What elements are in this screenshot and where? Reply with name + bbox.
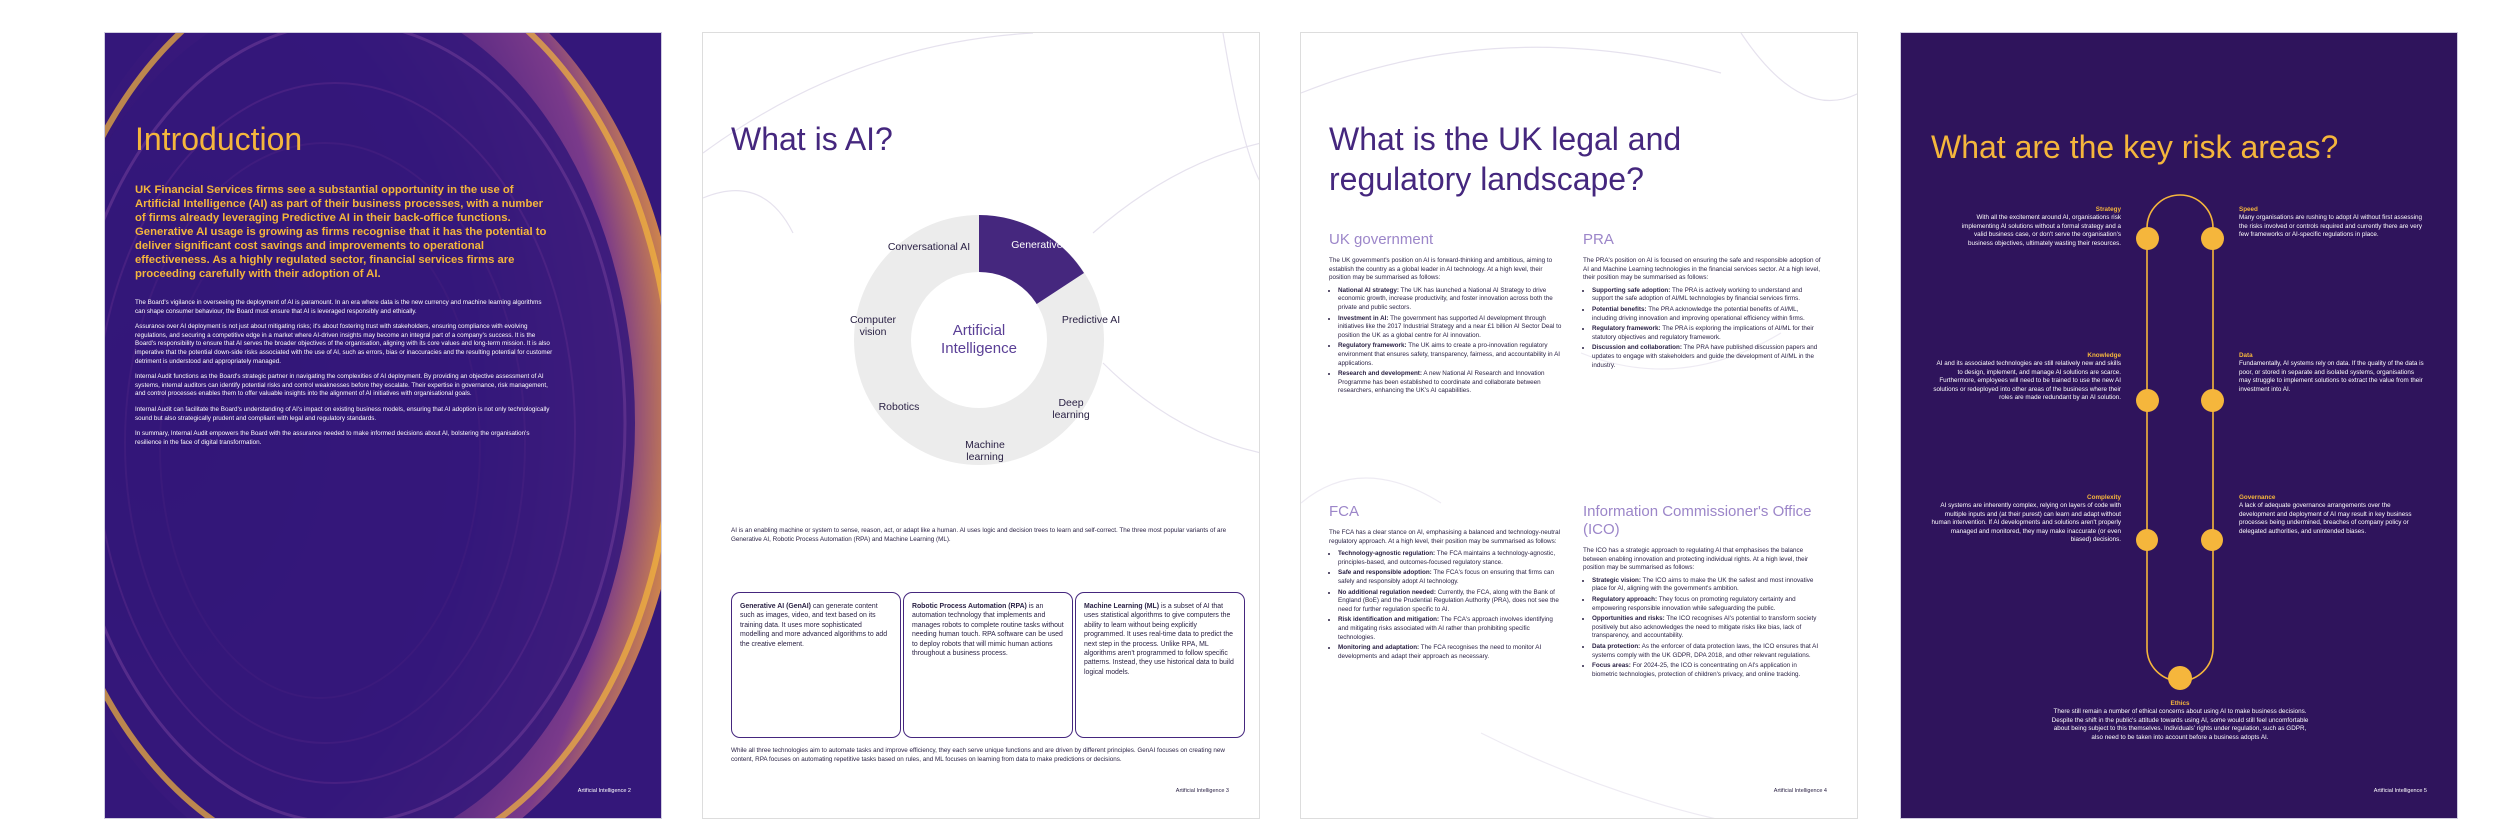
risk-text: AI systems are inherently complex, relying on layers of code with multiple inputs and (at their purest) can learn and adapt without human intervention. If AI developments and solutions aren't properly managed and monitored, they may make inaccurate (or even biased) decisions. [1931, 502, 2121, 544]
bullet-text: The PRA have published discussion papers and updates to engage with stakeholders and guide the development of AI/ML in the industry. [1592, 344, 1818, 369]
body-text [135, 299, 553, 454]
section-heading: PRA [1583, 231, 1614, 248]
page-title: Introduction [135, 121, 303, 157]
risk-label: Knowledge [2087, 352, 2121, 359]
risk-text: AI and its associated technologies are still relatively new and skills to design, implement, and manage AI solutions are scarce. Furthermore, employees will need to be trained to use the new AI solutions or redeployed into other areas of the business where their roles are made redundant by an AI solution. [1933, 360, 2121, 402]
list-item [1338, 342, 1565, 368]
bullet-term: Technology-agnostic regulation: [1338, 550, 1436, 558]
bullet-term: Research and development: [1338, 370, 1422, 378]
risk-text: Fundamentally, AI systems rely on data. If the quality of the data is poor, or stored in separate and isolated systems, organisations may struggle to implement solutions to extract the value from their investment into AI. [2239, 360, 2424, 393]
list-item [1338, 370, 1565, 396]
bullet-text: The UK aims to create a pro-innovation regulatory environment that ensures safety, transparency, fairness, and accountability in AI applications. [1338, 342, 1561, 367]
box-term: Generative AI (GenAI) [740, 603, 811, 610]
wheel-segment-conversational-ai: Conversational AI [887, 241, 971, 253]
list-item [1592, 344, 1823, 370]
bullet-text: The ICO recognises AI's potential to transform society positively but also acknowledges the need to mitigate risks like bias, lack of transparency, and accountability. [1592, 615, 1817, 640]
bullet-text: The ICO aims to make the UK the safest and most innovative place for AI, aligning with the government's ambition. [1592, 576, 1814, 593]
bullet-term: Potential benefits: [1592, 305, 1647, 313]
list-item [1592, 615, 1823, 641]
section-fca [1329, 503, 1565, 663]
box-text: can generate content such as images, video, and text based on its training data. It uses more sophisticated modelling and more advanced algorithms to add the creative element. [740, 603, 888, 648]
wheel-segment-computer-vision: Computer vision [849, 314, 897, 338]
paragraph: In summary, Internal Audit empowers the Board with the assurance needed to make informed decisions about AI, bolstering the organisation's resilience in the face of digital transformation. [135, 430, 530, 446]
bullet-text: The FCA maintains a technology-agnostic, principles-based, and outcomes-focused regulatory stance. [1338, 550, 1556, 566]
wheel-segment-robotics: Robotics [878, 401, 920, 413]
risk-text: Many organisations are rushing to adopt AI without first assessing the risks involved or controls required and currently there are very few frameworks or AI-specific regulations in place. [2239, 214, 2423, 239]
bullet-term: Investment in AI: [1338, 314, 1389, 322]
list-item [1592, 287, 1823, 304]
page-what-is-ai [702, 32, 1260, 819]
bullet-term: No additional regulation needed: [1338, 588, 1436, 596]
bullet-term: Safe and responsible adoption: [1338, 569, 1432, 577]
paragraph: Assurance over AI deployment is not just about mitigating risks; it's about fostering trust with stakeholders, ensuring compliance with evolving regulations, and securing a competitive edge in a market where AI-driven insights may become an integral part of a company's success. It is the Board's responsibility to ensure that AI serves the broader objectives of the organisation, aligning with its core values and long-term mission. It is also imperative that the potential down-side risks associated with the use of AI, such as errors, bias or inaccuracies and the resulting potential for customer detriment is understood and appropriately managed. [135, 323, 553, 365]
section-pra [1583, 231, 1823, 372]
list-item [1338, 644, 1565, 661]
risk-strategy [1951, 205, 2121, 248]
bullet-term: Opportunities and risks: [1592, 615, 1665, 623]
section-heading: Information Commissioner's Office (ICO) [1583, 503, 1812, 538]
list-item [1592, 325, 1823, 342]
wheel-center-text: Artificial Intelligence [941, 322, 1017, 357]
definition-box-ml [1075, 592, 1245, 738]
section-heading: UK government [1329, 231, 1434, 248]
bullet-text: The PRA is actively working to understand and support the safe adoption of AI/ML technologies by financial services firms. [1592, 286, 1803, 303]
list-item [1338, 315, 1565, 341]
bullet-term: Regulatory approach: [1592, 595, 1658, 603]
timeline-dot [2136, 389, 2159, 412]
page-introduction [104, 32, 662, 819]
definition-box-genai [731, 592, 901, 738]
risk-label: Data [2239, 352, 2253, 359]
risk-ethics [2051, 699, 2309, 742]
wheel-segment-deep-learning: Deep learning [1052, 397, 1090, 421]
bullet-text: For 2024-25, the ICO is concentrating on AI's application in biometric technologies, protection of children's privacy, and online tracking. [1592, 662, 1801, 678]
bullet-text: The UK has launched a National AI Strategy to drive economic growth, increase productivity, and foster innovation across both the private and public sectors. [1338, 286, 1553, 311]
bullet-text: Currently, the FCA, along with the Bank of England (BoE) and the Prudential Regulation Authority (PRA), does not see the need for further regulation specific to AI. [1338, 588, 1559, 613]
paragraph: Internal Audit can facilitate the Board's understanding of AI's impact on existing business models, ensuring that AI adoption is not only technologically sound but also strategically prudent and compliant with legal and regulatory standards. [135, 405, 550, 422]
definition-box-rpa [903, 592, 1073, 738]
risk-label: Strategy [2095, 206, 2121, 213]
bullet-text: The PRA is exploring the implications of AI/ML for their statutory objectives and regulatory framework. [1592, 325, 1814, 341]
intro-paragraph: AI is an enabling machine or system to sense, reason, act, or adapt like a human. AI uses logic and decision trees to learn and self-correct. The three most popular variants of are Generative AI, Robotic Process Automation (RPA) and Machine Learning (ML). [731, 527, 1227, 543]
list-item [1338, 589, 1565, 615]
page-footer: Artificial Intelligence 2 [577, 788, 631, 794]
paragraph: Internal Audit functions as the Board's strategic partner in navigating the complexities of AI deployment. By providing an objective assessment of AI systems, internal auditors can identify potential risks and control weaknesses before they escalate. Their expertise in governance, risk management, and control processes enables them to offer valuable insights into the alignment of AI initiatives with organisational goals. [135, 373, 548, 398]
list-item [1338, 550, 1565, 567]
bullet-text: The government has supported AI development through initiatives like the 2017 Industrial Strategy and a near £1 billion AI Sector Deal to position the UK as a global centre for AI innovation. [1338, 314, 1562, 339]
bullet-term: Risk identification and mitigation: [1338, 616, 1440, 624]
bullet-text: The FCA's focus on ensuring that firms can safely and responsibly adopt AI technology. [1338, 569, 1554, 585]
risk-governance [2239, 493, 2427, 536]
risk-data [2239, 351, 2427, 394]
wheel-segment-machine-learning: Machine learning [965, 439, 1005, 463]
box-term: Machine Learning (ML) [1084, 603, 1160, 610]
section-intro: The ICO has a strategic approach to regulating AI that emphasises the balance between enabling innovation and protecting individual rights. At a high level, their position may be summarised as follows: [1583, 547, 1809, 572]
page-footer: Artificial Intelligence 3 [1175, 788, 1229, 794]
risk-text: There still remain a number of ethical concerns about using AI to make business decisions. Despite the shift in the public's attitude towards using AI, some would still feel uncomfortable about being subject to this themselves. Individuals' rights under regulation, such as GDPR, also need to be taken into account before a business adopts AI. [2051, 708, 2309, 741]
list-item [1338, 616, 1565, 642]
section-intro: The FCA has a clear stance on AI, emphasising a balanced and technology-neutral regulatory approach. At a high level, their position may be summarised as follows: [1329, 529, 1561, 545]
list-item [1338, 569, 1565, 586]
box-text: is a subset of AI that uses statistical algorithms to give computers the ability to learn without being explicitly programmed. It uses real-time data to predict the next step in the process. Unlike RPA, ML algorithms aren't programmed to follow specific patterns. Instead, they use historical data to build logical models. [1084, 603, 1234, 676]
bullet-text: A new National AI Research and Innovation Programme has been established to coordinate and collaborate between researchers, enhancing the UK's AI capabilities. [1338, 370, 1545, 395]
timeline-dot [2136, 529, 2158, 551]
risk-label: Governance [2239, 494, 2276, 501]
bullet-term: Supporting safe adoption: [1592, 286, 1671, 294]
timeline-dot [2136, 227, 2159, 250]
section-ico [1583, 503, 1823, 681]
page-footer: Artificial Intelligence 4 [1773, 788, 1827, 794]
list-item [1592, 662, 1823, 679]
risk-text: A lack of adequate governance arrangements over the development and deployment of AI may result in key business processes being undermined, breaches of company policy or delegated authorities, and unintended biases. [2239, 502, 2412, 535]
wheel-center-label [941, 322, 1017, 358]
bullet-text: The FCA recognises the need to monitor AI developments and adapt their approach as necessary. [1338, 644, 1542, 660]
timeline-dot [2201, 529, 2223, 551]
box-term: Robotic Process Automation (RPA) [912, 603, 1027, 610]
bullet-text: They focus on promoting regulatory certainty and empowering responsible innovation while safeguarding the public. [1592, 595, 1796, 612]
timeline-dot [2168, 666, 2192, 690]
bullet-term: Discussion and collaboration: [1592, 344, 1682, 352]
box-text: is an automation technology that implements and manages robots to complete routine tasks without needing human touch. RPA software can be used to deploy robots that will mimic human actions throughout a business process. [912, 603, 1064, 658]
list-item [1592, 643, 1823, 660]
timeline-dot [2201, 227, 2224, 250]
bullet-term: National AI strategy: [1338, 286, 1399, 294]
lead-paragraph: UK Financial Services firms see a substantial opportunity in the use of Artificial Intelligence (AI) as part of their business processes, with a number of firms already leveraging Predictive AI in their back-office functions. Generative AI usage is growing as firms recognise that it has the potential to deliver significant cost savings and improvements to operational effectiveness. As a highly regulated sector, financial services firms are proceeding carefully with their adoption of AI. [135, 184, 547, 280]
page-title: What is the UK legal and regulatory landscape? [1329, 121, 1682, 197]
list-item [1592, 306, 1823, 323]
wheel-segment-generative-ai: Generative AI [1011, 239, 1075, 251]
timeline-dot [2201, 389, 2224, 412]
risk-speed [2239, 205, 2427, 240]
risk-text: With all the excitement around AI, organisations risk implementing AI solutions without a formal strategy and a valid business case, or don't serve the organisation's business objectives, ultimately wasting their resources. [1961, 214, 2121, 247]
section-intro: The PRA's position on AI is focused on ensuring the safe and responsible adoption of AI and Machine Learning technologies in the financial services sector. At a high level, their position may be summarised as follows: [1583, 257, 1821, 282]
page-key-risk-areas [1900, 32, 2458, 819]
risk-label: Ethics [2170, 700, 2190, 707]
list-item [1592, 577, 1823, 594]
list-item [1592, 596, 1823, 613]
page-footer: Artificial Intelligence 5 [2373, 788, 2427, 794]
section-intro: The UK government's position on AI is forward-thinking and ambitious, aiming to establish the country as a global leader in AI technology. At a high level, their position may be summarised as follows: [1329, 257, 1553, 282]
bullet-term: Monitoring and adaptation: [1338, 644, 1420, 652]
paragraph: The Board's vigilance in overseeing the deployment of AI is paramount. In an era where data is the new currency and machine learning algorithms can shape consumer behaviour, the Board must ensure that AI is leveraged responsibly and ethically. [135, 299, 542, 315]
page-title: What are the key risk areas? [1931, 129, 2339, 165]
bullet-term: Strategic vision: [1592, 576, 1641, 584]
risk-label: Speed [2239, 206, 2258, 213]
bullet-term: Data protection: [1592, 642, 1641, 650]
wheel-segment-predictive-ai: Predictive AI [1061, 314, 1121, 326]
closing-paragraph: While all three technologies aim to automate tasks and improve efficiency, they each serve unique functions and are driven by different principles. GenAI focuses on creating new content, RPA focuses on automating repetitive tasks based on rules, and ML focuses on learning from data to make predictions or decisions. [731, 747, 1225, 763]
section-uk-government [1329, 231, 1565, 398]
page-title: What is AI? [731, 121, 893, 157]
bullet-text: As the enforcer of data protection laws, the ICO ensures that AI systems comply with the UK GDPR, DPA 2018, and other relevant regulations. [1592, 642, 1819, 659]
bullet-text: The FCA's approach involves identifying and mitigating risks associated with AI rather than prohibiting specific technologies. [1338, 616, 1553, 641]
risk-complexity [1931, 493, 2121, 545]
bullet-term: Regulatory framework: [1338, 342, 1407, 350]
bullet-term: Focus areas: [1592, 662, 1631, 670]
risk-knowledge [1931, 351, 2121, 403]
risk-label: Complexity [2087, 494, 2121, 501]
bullet-text: The PRA acknowledge the potential benefits of AI/ML, including driving innovation and improving operational efficiency within firms. [1592, 305, 1805, 322]
list-item [1338, 287, 1565, 313]
bullet-term: Regulatory framework: [1592, 325, 1661, 333]
page-regulatory-landscape [1300, 32, 1858, 819]
section-heading: FCA [1329, 503, 1359, 520]
